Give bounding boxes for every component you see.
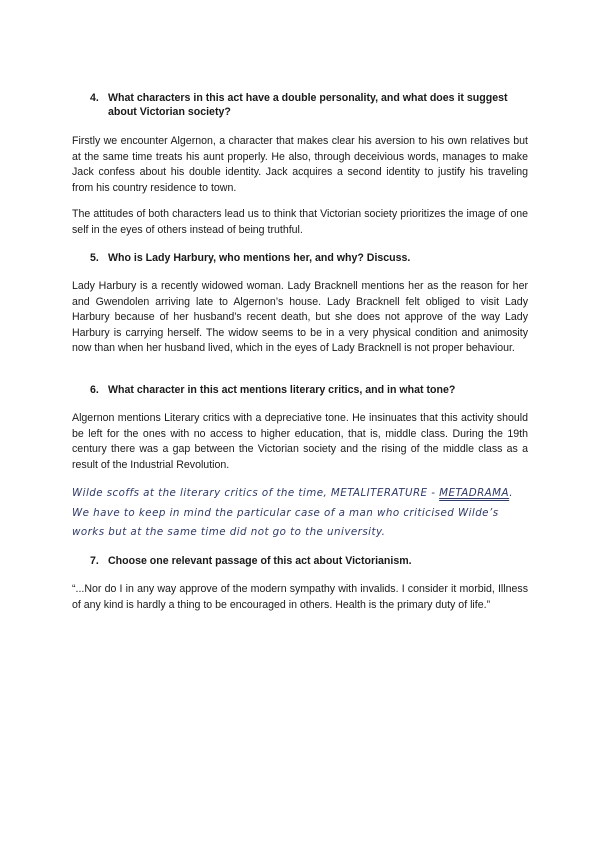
- handwritten-note-before: Wilde scoffs at the literary critics of the time, METALITERATURE -: [72, 487, 440, 499]
- question-text: What characters in this act have a double personality, and what does it suggest about Victorian society?: [108, 92, 508, 118]
- answer-6-paragraph-1: Algernon mentions Literary critics with a depreciative tone. He insinuates that this activity should be left for the ones with no access to higher education, that is, middle class. During the 19th century there was a gap between the Victorian society and the rising of the middle class as a result of the Industrial Revolution.: [72, 412, 528, 471]
- answer-4-paragraph-1: Firstly we encounter Algernon, a character that makes clear his aversion to his own relatives but at the same time treats his aunt properly. He also, through deceivious words, manages to make Jack confess about his double identity. Jack acquires a second identity to justify his traveling from his country residence to town.: [72, 135, 528, 194]
- question-number: 5.: [90, 252, 99, 264]
- question-7: [90, 554, 528, 568]
- handwritten-note-underlined: METADRAMA: [439, 487, 510, 499]
- handwritten-note: [72, 484, 530, 543]
- question-4: [90, 91, 528, 119]
- question-text: What character in this act mentions literary critics, and in what tone?: [108, 384, 456, 396]
- question-5: [90, 251, 528, 265]
- question-text: Who is Lady Harbury, who mentions her, and why? Discuss.: [108, 252, 411, 264]
- answer-4-paragraph-2: The attitudes of both characters lead us to think that Victorian society prioritizes the image of one self in the eyes of others instead of being truthful.: [72, 208, 528, 236]
- answer-7-quote: “...Nor do I in any way approve of the modern sympathy with invalids. I consider it morbid, Illness of any kind is hardly a thing to be encouraged in others. Health is the primary duty of life.”: [72, 583, 528, 611]
- question-text: Choose one relevant passage of this act about Victorianism.: [108, 555, 412, 567]
- handwritten-note-after: . We have to keep in mind the particular case of a man who criticised Wilde’s works but at the same time did not go to the university.: [72, 487, 513, 538]
- answer-5-paragraph-1: Lady Harbury is a recently widowed woman. Lady Bracknell mentions her as the reason for her and Gwendolen arriving late to Algernon’s house. Lady Bracknell felt obliged to visit Lady Harbury because of her husband’s recent death, but she does not approve of the way Lady Harbury is carrying herself. The widow seems to be in a very physical condition and animosity now than when her husband lived, which in the eyes of Lady Bracknell is not proper behaviour.: [72, 280, 528, 355]
- question-number: 4.: [90, 92, 99, 104]
- question-number: 7.: [90, 555, 99, 567]
- question-number: 6.: [90, 384, 99, 396]
- question-6: [90, 383, 528, 397]
